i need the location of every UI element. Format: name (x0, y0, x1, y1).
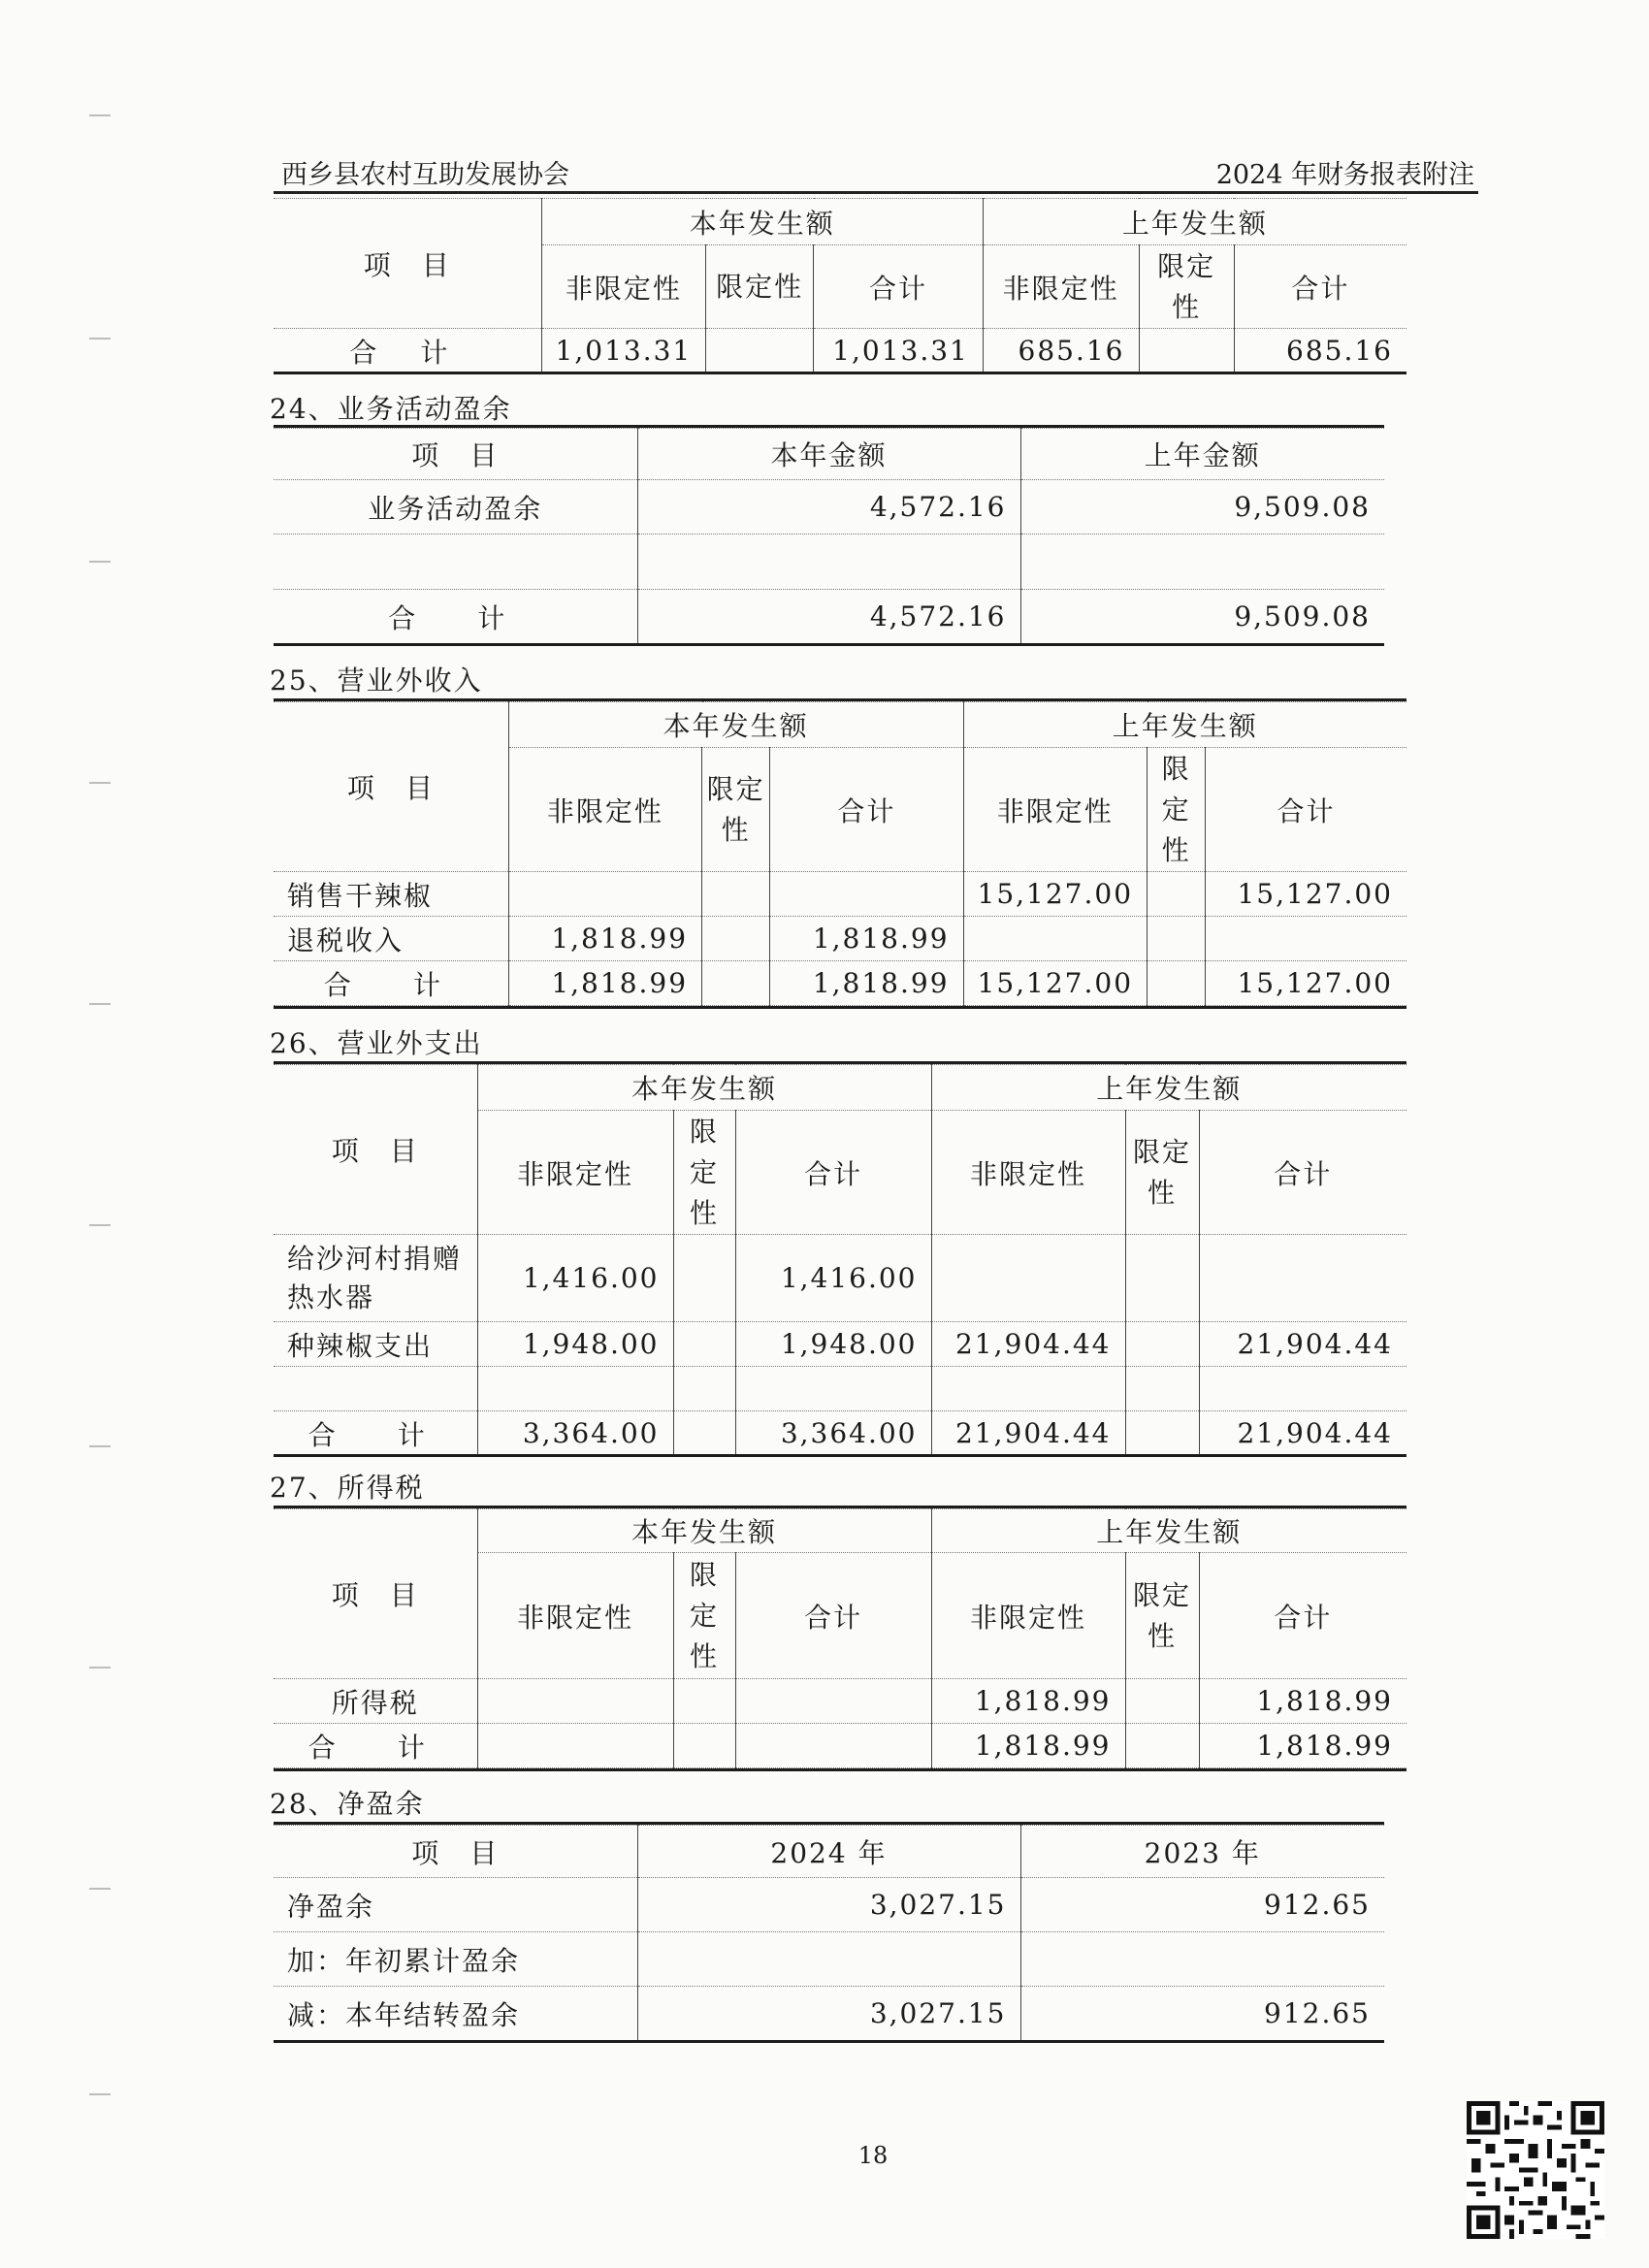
cell-value: 21,904.44 (1199, 1322, 1406, 1367)
punch-mark (89, 2093, 111, 2095)
cell-value (1148, 961, 1206, 1006)
table-income-tax (274, 1508, 1406, 1768)
cell-value (1125, 1322, 1199, 1367)
col-header-total: 合计 (735, 1553, 931, 1679)
table-non-operating-income (274, 701, 1406, 1006)
punch-mark (89, 561, 111, 563)
table-row (274, 961, 1406, 1006)
row-label: 销售干辣椒 (274, 872, 508, 917)
col-header-prev-year: 上年发生额 (983, 199, 1406, 245)
col-header-restricted: 限定性 (1139, 245, 1234, 329)
table-business-surplus (274, 428, 1384, 644)
punch-mark (89, 1445, 111, 1447)
cell-value: 1,818.99 (508, 961, 701, 1006)
punch-mark (89, 338, 111, 340)
col-header-unrestricted: 非限定性 (541, 245, 706, 329)
cell-value (735, 1724, 931, 1768)
col-header-restricted: 限定性 (673, 1111, 735, 1235)
col-header-prev-year: 上年发生额 (931, 1509, 1406, 1553)
cell-value (963, 917, 1148, 961)
cell-value (673, 1411, 735, 1456)
cell-value (735, 1679, 931, 1724)
table-rule (274, 1768, 1406, 1771)
cell-value: 21,904.44 (1199, 1411, 1406, 1456)
cell-value (508, 872, 701, 917)
cell-value: 1,416.00 (735, 1235, 931, 1322)
col-header-restricted: 限定性 (1125, 1111, 1199, 1235)
cell-value (1125, 1235, 1199, 1322)
table-row (274, 590, 1384, 644)
col-header-restricted: 限定性 (706, 245, 814, 329)
cell-value (706, 329, 814, 373)
col-header-restricted: 限定性 (673, 1553, 735, 1679)
col-header-total: 合计 (814, 245, 984, 329)
row-label: 加：年初累计盈余 (274, 1932, 637, 1987)
row-label: 退税收入 (274, 917, 508, 961)
col-header-cur-year: 本年发生额 (477, 1509, 931, 1553)
col-header-total: 合计 (1234, 245, 1406, 329)
table-row (274, 1987, 1384, 2041)
cell-value: 9,509.08 (1020, 480, 1384, 535)
punch-mark (89, 114, 111, 116)
cell-value: 1,818.99 (931, 1679, 1125, 1724)
cell-value: 15,127.00 (963, 872, 1148, 917)
table-row (274, 1724, 1406, 1768)
row-label (274, 1367, 477, 1411)
row-label: 合 计 (274, 329, 541, 373)
col-header-total: 合计 (735, 1111, 931, 1235)
cell-value (1020, 1932, 1384, 1987)
cell-value (1206, 917, 1406, 961)
col-header-unrestricted: 非限定性 (508, 748, 701, 872)
cell-value: 1,818.99 (1199, 1679, 1406, 1724)
table-rule (274, 2040, 1384, 2043)
col-header-prev-year: 上年发生额 (963, 702, 1406, 748)
org-name: 西乡县农村互助发展协会 (281, 160, 569, 190)
table-rule (274, 643, 1384, 646)
row-label: 减：本年结转盈余 (274, 1987, 637, 2041)
cell-value (1199, 1235, 1406, 1322)
table-row (274, 480, 1384, 535)
cell-value: 3,364.00 (477, 1411, 673, 1456)
qr-code-icon (1467, 2097, 1604, 2243)
cell-value: 21,904.44 (931, 1411, 1125, 1456)
col-header-cur-year: 本年发生额 (508, 702, 963, 748)
table-row (274, 1367, 1406, 1411)
cell-value: 4,572.16 (637, 480, 1020, 535)
col-header-item: 项 目 (274, 199, 541, 329)
cell-value (673, 1679, 735, 1724)
col-header-total: 合计 (770, 748, 963, 872)
cell-value: 1,013.31 (814, 329, 984, 373)
cell-value (931, 1235, 1125, 1322)
table-rule (274, 1006, 1406, 1009)
col-header-unrestricted: 非限定性 (477, 1553, 673, 1679)
cell-value: 1,818.99 (770, 961, 963, 1006)
table-row (274, 917, 1406, 961)
table-row (274, 1878, 1384, 1932)
col-header-cur-amount: 本年金额 (637, 429, 1020, 480)
cell-value: 3,027.15 (637, 1878, 1020, 1932)
cell-value: 3,364.00 (735, 1411, 931, 1456)
table-rule (274, 372, 1406, 374)
cell-value (702, 917, 770, 961)
cell-value: 1,818.99 (1199, 1724, 1406, 1768)
punch-mark (89, 1003, 111, 1005)
cell-value: 1,013.31 (541, 329, 706, 373)
col-header-cur-year: 本年发生额 (477, 1065, 931, 1111)
section-title-26: 26、营业外支出 (270, 1027, 483, 1059)
row-label: 合 计 (274, 1724, 477, 1768)
col-header-total: 合计 (1199, 1553, 1406, 1679)
table-row (274, 1932, 1384, 1987)
punch-mark (89, 1224, 111, 1226)
row-label: 合 计 (274, 1411, 477, 1456)
section-title-27: 27、所得税 (270, 1472, 425, 1504)
table-row (274, 1679, 1406, 1724)
cell-value (477, 1367, 673, 1411)
cell-value (1125, 1679, 1199, 1724)
table-row (274, 535, 1384, 590)
page-header (281, 153, 1474, 188)
cell-value (477, 1679, 673, 1724)
cell-value (1148, 917, 1206, 961)
punch-mark (89, 782, 111, 784)
table-row (274, 1411, 1406, 1456)
table-non-operating-expense (274, 1064, 1406, 1456)
cell-value (673, 1724, 735, 1768)
cell-value: 15,127.00 (1206, 961, 1406, 1006)
cell-value: 1,818.99 (770, 917, 963, 961)
cell-value (477, 1724, 673, 1768)
cell-value: 1,818.99 (931, 1724, 1125, 1768)
col-header-unrestricted: 非限定性 (931, 1553, 1125, 1679)
col-header-unrestricted: 非限定性 (477, 1111, 673, 1235)
row-label: 合 计 (274, 961, 508, 1006)
cell-value (702, 961, 770, 1006)
cell-value: 1,948.00 (477, 1322, 673, 1367)
cell-value: 912.65 (1020, 1987, 1384, 2041)
col-header-restricted: 限定性 (1125, 1553, 1199, 1679)
cell-value (673, 1322, 735, 1367)
cell-value: 1,948.00 (735, 1322, 931, 1367)
table-row (274, 1322, 1406, 1367)
cell-value: 1,416.00 (477, 1235, 673, 1322)
row-label: 合 计 (274, 590, 637, 644)
cell-value: 1,818.99 (508, 917, 701, 961)
col-header-item: 项 目 (274, 1065, 477, 1235)
cell-value: 9,509.08 (1020, 590, 1384, 644)
cell-value: 4,572.16 (637, 590, 1020, 644)
section-title-25: 25、营业外收入 (270, 664, 483, 697)
cell-value (637, 1932, 1020, 1987)
section-title-28: 28、净盈余 (270, 1788, 425, 1820)
cell-value: 3,027.15 (637, 1987, 1020, 2041)
col-header-item: 项 目 (274, 702, 508, 872)
row-label: 给沙河村捐赠热水器 (274, 1235, 477, 1322)
cell-value (1125, 1367, 1199, 1411)
section-title-24: 24、业务活动盈余 (270, 393, 512, 425)
cell-value: 912.65 (1020, 1878, 1384, 1932)
table-row (274, 1235, 1406, 1322)
col-header-item: 项 目 (274, 429, 637, 480)
cell-value (735, 1367, 931, 1411)
cell-value (1125, 1724, 1199, 1768)
cell-value (1139, 329, 1234, 373)
punch-mark (89, 1888, 111, 1890)
table-row (274, 329, 1406, 373)
cell-value (637, 535, 1020, 590)
col-header-total: 合计 (1206, 748, 1406, 872)
col-header-unrestricted: 非限定性 (963, 748, 1148, 872)
punch-mark (89, 1667, 111, 1669)
col-header-unrestricted: 非限定性 (983, 245, 1139, 329)
cell-value: 685.16 (1234, 329, 1406, 373)
col-header-item: 项 目 (274, 1826, 637, 1878)
page-number: 18 (857, 2142, 889, 2169)
cell-value: 685.16 (983, 329, 1139, 373)
header-rule (274, 191, 1478, 194)
table-row (274, 872, 1406, 917)
cell-value: 15,127.00 (1206, 872, 1406, 917)
col-header-2023: 2023 年 (1020, 1826, 1384, 1878)
cell-value (1020, 535, 1384, 590)
col-header-cur-year: 本年发生额 (541, 199, 983, 245)
col-header-restricted: 限定性 (1148, 748, 1206, 872)
col-header-prev-amount: 上年金额 (1020, 429, 1384, 480)
row-label (274, 535, 637, 590)
cell-value: 15,127.00 (963, 961, 1148, 1006)
cell-value (1148, 872, 1206, 917)
table-net-surplus (274, 1825, 1384, 2041)
cell-value: 21,904.44 (931, 1322, 1125, 1367)
cell-value (673, 1367, 735, 1411)
col-header-2024: 2024 年 (637, 1826, 1020, 1878)
cell-value (770, 872, 963, 917)
row-label: 业务活动盈余 (274, 480, 637, 535)
cell-value (702, 872, 770, 917)
col-header-total: 合计 (1199, 1111, 1406, 1235)
col-header-item: 项 目 (274, 1509, 477, 1679)
cell-value (673, 1235, 735, 1322)
table-rule (274, 1454, 1406, 1457)
table-carryover (274, 198, 1406, 373)
cell-value (1199, 1367, 1406, 1411)
col-header-restricted: 限定性 (702, 748, 770, 872)
col-header-unrestricted: 非限定性 (931, 1111, 1125, 1235)
col-header-prev-year: 上年发生额 (931, 1065, 1406, 1111)
row-label: 种辣椒支出 (274, 1322, 477, 1367)
cell-value (931, 1367, 1125, 1411)
doc-title: 2024 年财务报表附注 (1215, 160, 1474, 190)
row-label: 所得税 (274, 1679, 477, 1724)
cell-value (1125, 1411, 1199, 1456)
row-label: 净盈余 (274, 1878, 637, 1932)
